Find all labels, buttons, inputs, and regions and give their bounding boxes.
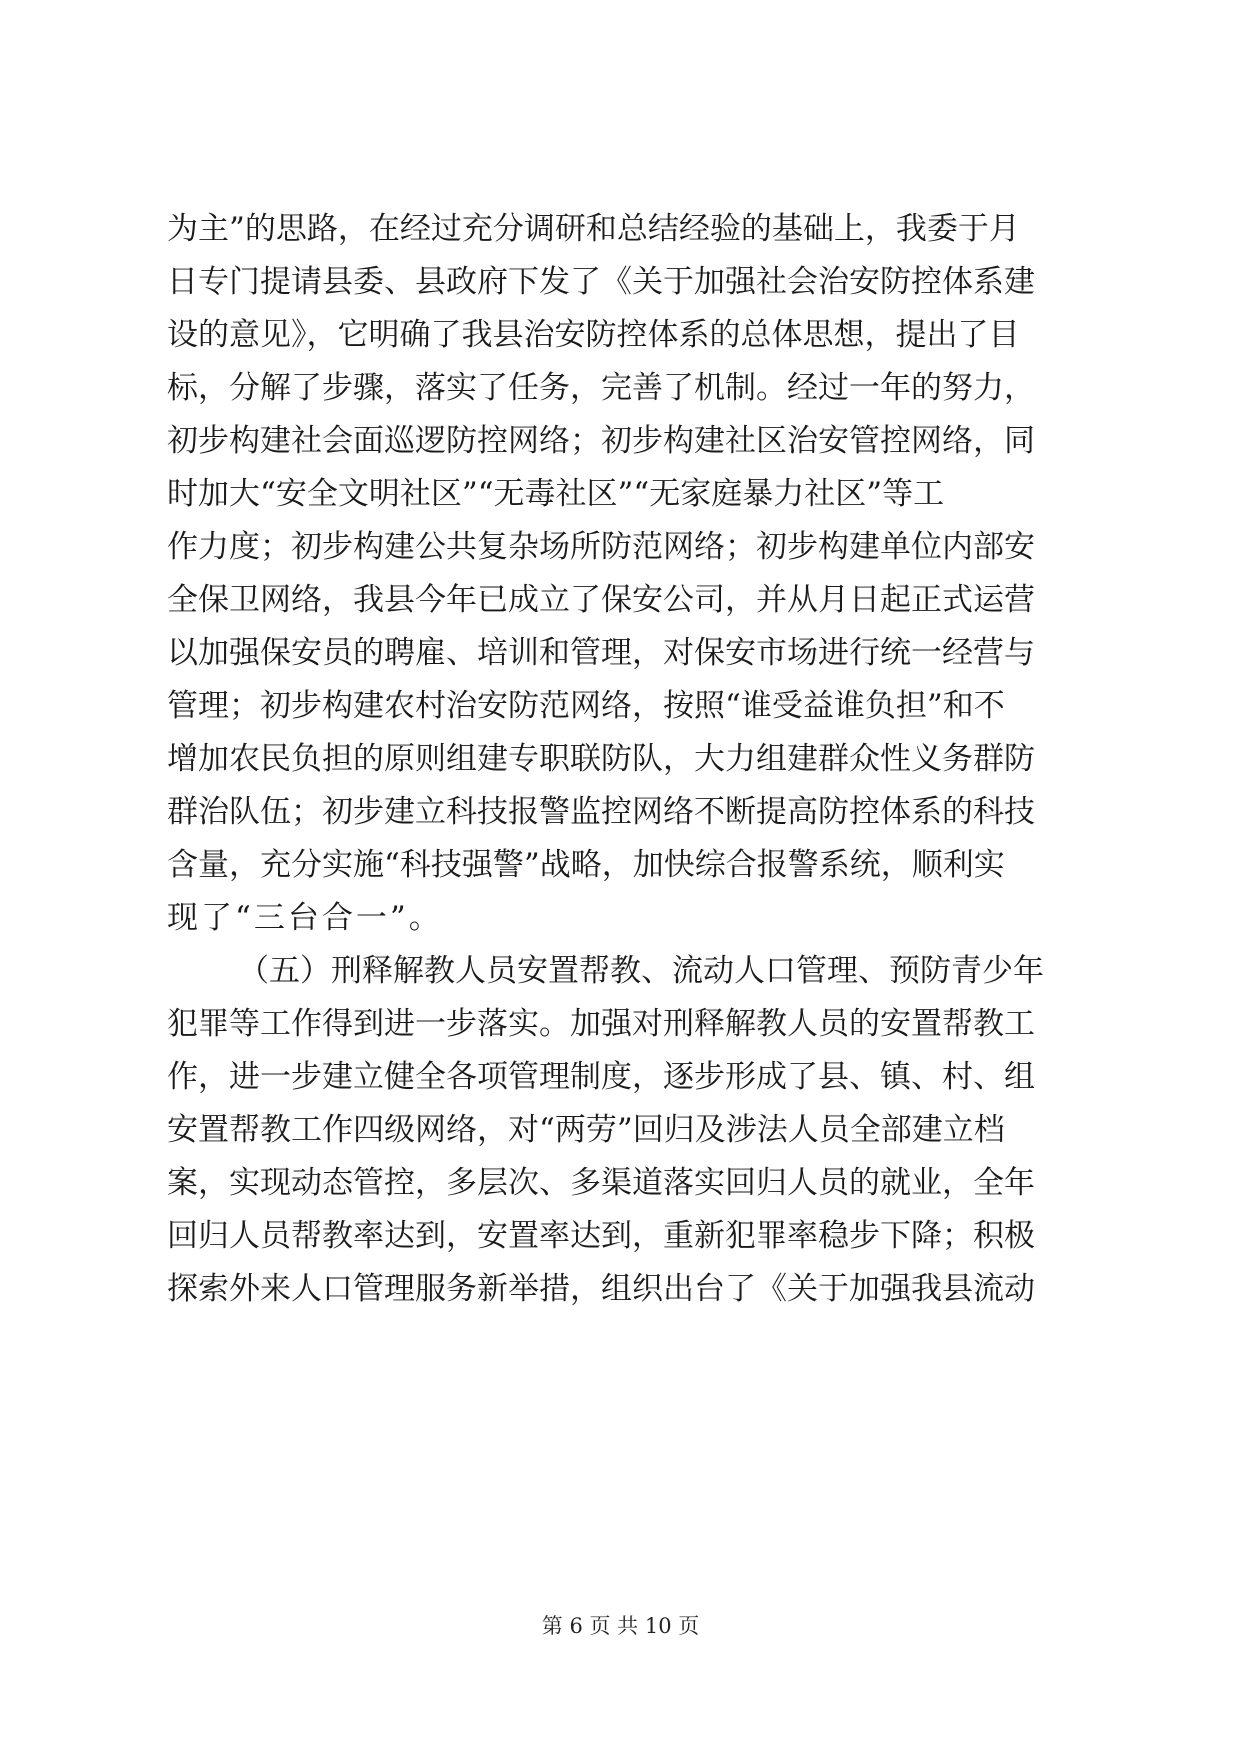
- text-line: 作力度；初步构建公共复杂场所防范网络；初步构建单位内部安: [167, 529, 1035, 565]
- text-line: 群治队伍；初步建立科技报警监控网络不断提高防控体系的科技: [167, 794, 1035, 830]
- text-line: 含量，充分实施“科技强警”战略，加快综合报警系统，顺利实: [167, 847, 1005, 883]
- text-line: 设的意见》，它明确了我县治安防控体系的总体思想，提出了目: [167, 317, 1020, 353]
- text-line: 增加农民负担的原则组建专职联防队，大力组建群众性义务群防: [167, 741, 1035, 777]
- text-line: 管理；初步构建农村治安防范网络，按照“谁受益谁负担”和不: [167, 688, 1005, 724]
- text-line: 现了“三台合一”。: [167, 900, 443, 936]
- text-line: 日专门提请县委、县政府下发了《关于加强社会治安防控体系建: [167, 264, 1035, 300]
- text-line: 时加大“安全文明社区”“无毒社区”“无家庭暴力社区”等工: [167, 476, 945, 512]
- text-line: 全保卫网络，我县今年已成立了保安公司，并从月日起正式运营: [167, 582, 1035, 618]
- text-line: 犯罪等工作得到进一步落实。加强对刑释解教人员的安置帮教工: [167, 1006, 1035, 1042]
- text-line: 作，进一步建立健全各项管理制度，逐步形成了县、镇、村、组: [167, 1059, 1035, 1095]
- text-line: 探索外来人口管理服务新举措，组织出台了《关于加强我县流动: [167, 1271, 1035, 1307]
- page-number-footer: 第 6 页 共 10 页: [541, 1614, 700, 1638]
- text-line: （五）刑释解教人员安置帮教、流动人口管理、预防青少年: [238, 953, 1044, 989]
- text-line: 标，分解了步骤，落实了任务，完善了机制。经过一年的努力，: [167, 370, 1035, 406]
- text-line: 安置帮教工作四级网络，对“两劳”回归及涉法人员全部建立档: [167, 1112, 1005, 1148]
- text-line: 初步构建社会面巡逻防控网络；初步构建社区治安管控网络，同: [167, 423, 1035, 459]
- text-line: 回归人员帮教率达到，安置率达到，重新犯罪率稳步下降；积极: [167, 1218, 1035, 1254]
- text-line: 以加强保安员的聘雇、培训和管理，对保安市场进行统一经营与: [167, 635, 1035, 671]
- text-line: 案，实现动态管控，多层次、多渠道落实回归人员的就业，全年: [167, 1165, 1035, 1201]
- text-line: 为主”的思路，在经过充分调研和总结经验的基础上，我委于月: [167, 211, 1020, 247]
